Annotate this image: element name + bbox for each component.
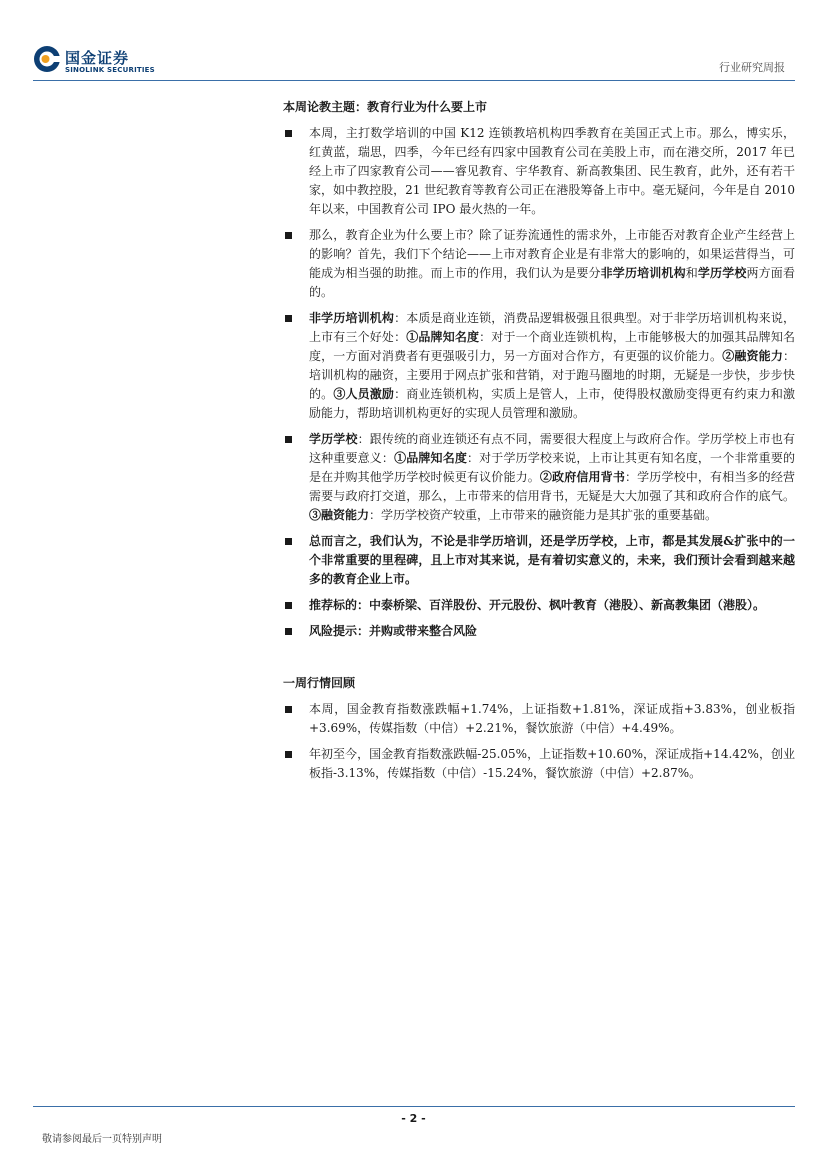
logo-english-name: SINOLINK SECURITIES: [65, 66, 155, 74]
footer-divider: [33, 1106, 795, 1107]
topic-paragraph-degree-schools: 学历学校：跟传统的商业连锁还有点不同，需要很大程度上与政府合作。学历学校上市也有这种重要意义：①品牌知名度：对于学历学校来说，上市让其更有知名度，一个非常重要的是在并购其他学历学校时候更有议价能力。②政府信用背书：学历学校中，有相当多的经营需要与政府打交道，那么，上市带来的信用背书，无疑是大大加强了其和政府合作的底气。③融资能力：学历学校资产较重，上市带来的融资能力是其扩张的重要基础。: [283, 430, 795, 525]
bullet-square-icon: [285, 436, 292, 443]
logo-chinese-name: 国金证券: [65, 49, 130, 67]
page-number: - 2 -: [401, 1112, 426, 1125]
bullet-square-icon: [285, 538, 292, 545]
topic-paragraph-recommendations: 推荐标的：中泰桥梁、百洋股份、开元股份、枫叶教育（港股）、新高教集团（港股）。: [283, 596, 795, 615]
bullet-square-icon: [285, 751, 292, 758]
market-paragraph-weekly: 本周，国金教育指数涨跌幅+1.74%，上证指数+1.81%，深证成指+3.83%，创业板指+3.69%，传媒指数（中信）+2.21%，餐饮旅游（中信）+4.49%。: [283, 700, 795, 738]
bullet-square-icon: [285, 232, 292, 239]
bullet-square-icon: [285, 706, 292, 713]
weekly-topic-title: 本周论教主题：教育行业为什么要上市: [283, 100, 488, 114]
bullet-square-icon: [285, 628, 292, 635]
page-header: [0, 0, 827, 80]
report-type-label: 行业研究周报: [719, 61, 785, 74]
topic-paragraph-conclusion: 总而言之，我们认为，不论是非学历培训，还是学历学校，上市，都是其发展&扩张中的一个非常重要的里程碑，且上市对其来说，是有着切实意义的，未来，我们预计会看到越来越多的教育企业上市。: [283, 532, 795, 589]
topic-paragraph-why-ipo: 那么，教育企业为什么要上市？除了证券流通性的需求外，上市能否对教育企业产生经营上的影响？首先，我们下个结论——上市对教育企业是有非常大的影响的，如果运营得当，可能成为相当强的助推。而上市的作用，我们认为是要分非学历培训机构和学历学校两方面看的。: [283, 226, 795, 302]
header-divider: [33, 80, 795, 81]
bullet-square-icon: [285, 602, 292, 609]
market-paragraph-ytd: 年初至今，国金教育指数涨跌幅-25.05%，上证指数+10.60%，深证成指+14.42%，创业板指-3.13%，传媒指数（中信）-15.24%，餐饮旅游（中信）+2.87%。: [283, 745, 795, 783]
topic-paragraph-ipo-news: 本周，主打数学培训的中国 K12 连锁教培机构四季教育在美国正式上市。那么，博实乐，红黄蓝，瑞思，四季，今年已经有四家中国教育公司在美股上市，而在港交所，2017 年已经上市了四家教育公司——睿见教育、宇华教育、新高教集团、民生教育，此外，还有若干家，如中教控股，21 世纪教育等教育公司正在港股筹备上市中。毫无疑问，今年是自 2010 年以来，中国教育公司 IPO 最火热的一年。: [283, 124, 795, 219]
bullet-square-icon: [285, 315, 292, 322]
market-review-title: 一周行情回顾: [283, 676, 356, 690]
disclaimer-note: 敬请参阅最后一页特别声明: [42, 1134, 162, 1145]
topic-paragraph-non-degree: 非学历培训机构：本质是商业连锁，消费品逻辑极强且很典型。对于非学历培训机构来说，上市有三个好处：①品牌知名度：对于一个商业连锁机构，上市能够极大的加强其品牌知名度，一方面对消费者有更强吸引力，另一方面对合作方，有更强的议价能力。②融资能力：培训机构的融资，主要用于网点扩张和营销，对于跑马圈地的时期，无疑是一步快，步步快的。③人员激励：商业连锁机构，实质上是管人，上市，使得股权激励变得更有约束力和激励能力，帮助培训机构更好的实现人员管理和激励。: [283, 309, 795, 423]
report-body: [283, 98, 795, 790]
bullet-square-icon: [285, 130, 292, 137]
topic-paragraph-risk: 风险提示：并购或带来整合风险: [283, 622, 795, 641]
sinolink-logo-icon: [33, 45, 61, 73]
